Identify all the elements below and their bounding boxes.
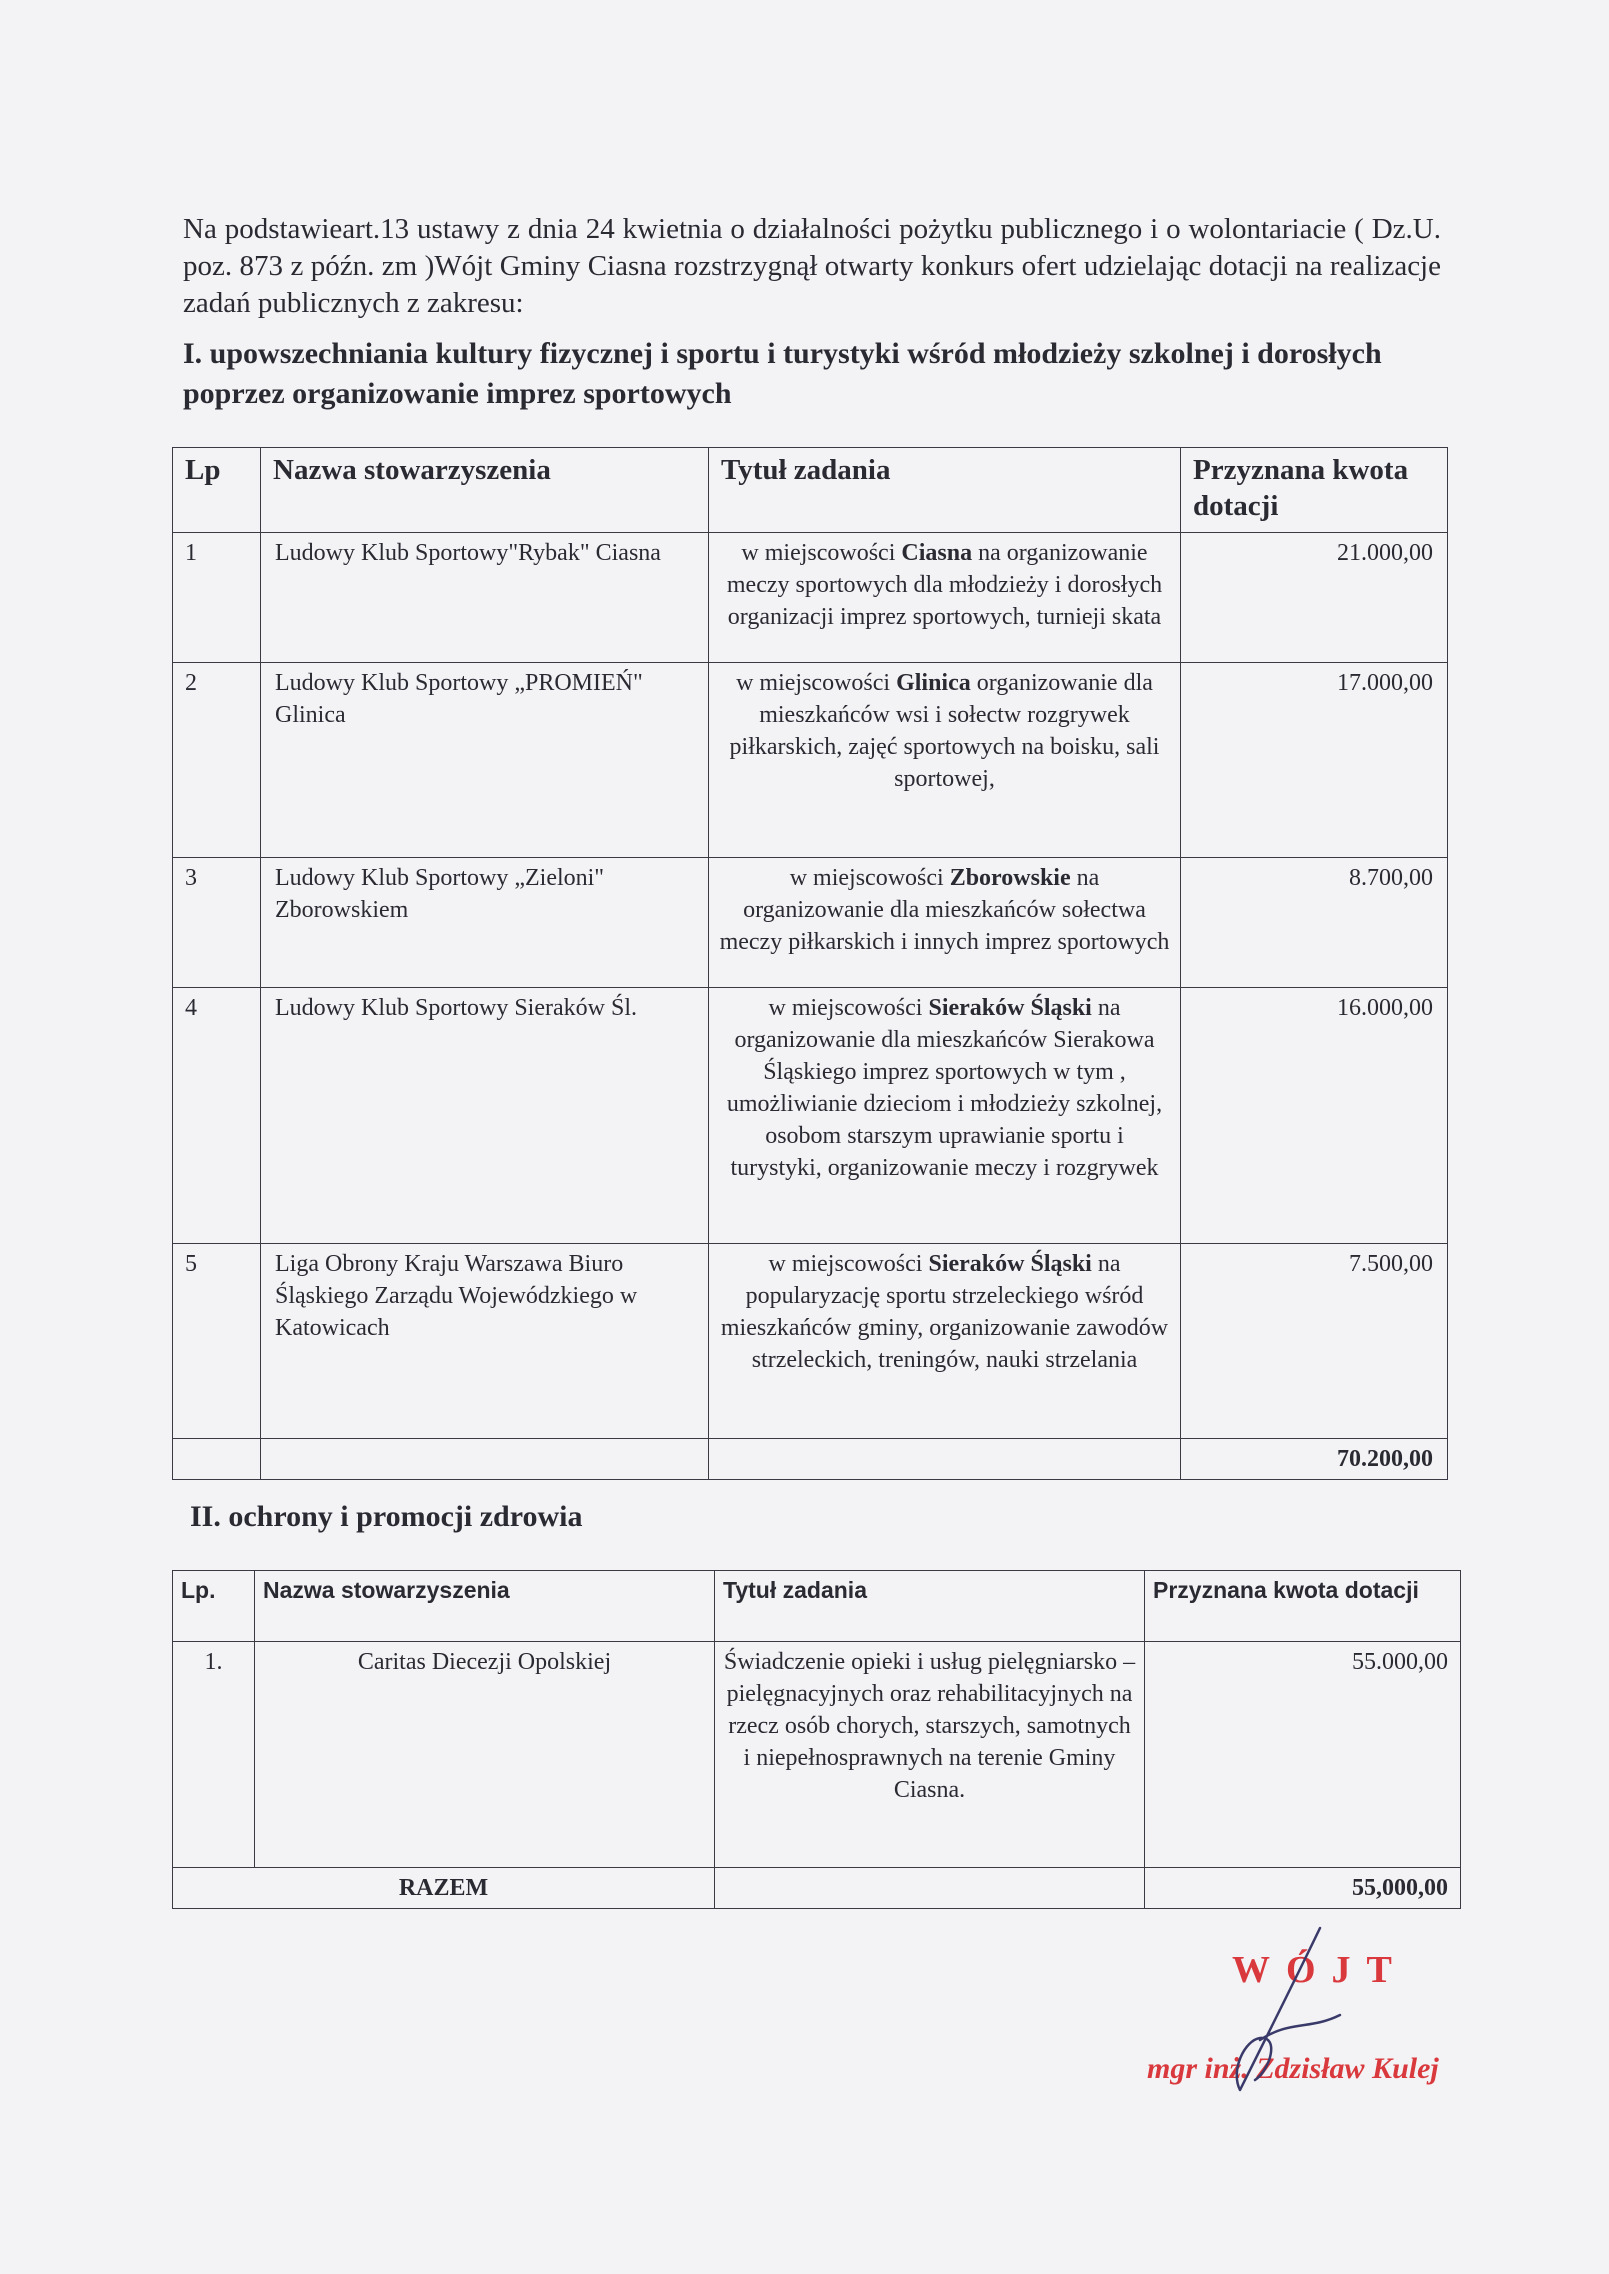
header-title: Tytuł zadania [715, 1571, 1145, 1642]
table-total-row [173, 1868, 1461, 1909]
section-2-heading: II. ochrony i promocji zdrowia [190, 1500, 583, 1533]
stamp-name: mgr inż. Zdzisław Kulej [1147, 2052, 1439, 2085]
row-name: Ludowy Klub Sportowy „Zieloni" Zborowskiem [261, 858, 709, 988]
section-2-table [172, 1570, 1461, 1909]
header-name: Nazwa stowarzyszenia [261, 448, 709, 533]
row-title: Świadczenie opieki i usług pielęgniarsko – pielęgnacyjnych oraz rehabilitacyjnych na rzecz osób chorych, starszych, samotnych i niepełnosprawnych na terenie Gminy Ciasna. [715, 1642, 1145, 1868]
stamp-title: WÓJT [1232, 1949, 1408, 1991]
row-lp: 4 [173, 988, 261, 1244]
row-amount: 8.700,00 [1181, 858, 1448, 988]
row-name: Liga Obrony Kraju Warszawa Biuro Śląskiego Zarządu Wojewódzkiego w Katowicach [261, 1244, 709, 1439]
table-header-row [173, 448, 1448, 533]
header-lp: Lp [173, 448, 261, 533]
total-amount: 55,000,00 [1145, 1868, 1461, 1909]
row-name: Ludowy Klub Sportowy Sieraków Śl. [261, 988, 709, 1244]
row-title: w miejscowości Zborowskie na organizowanie dla mieszkańców sołectwa meczy piłkarskich i innych imprez sportowych [709, 858, 1181, 988]
row-amount: 55.000,00 [1145, 1642, 1461, 1868]
row-lp: 3 [173, 858, 261, 988]
row-lp: 5 [173, 1244, 261, 1439]
row-name: Ludowy Klub Sportowy „PROMIEŃ" Glinica [261, 663, 709, 858]
header-amount: Przyznana kwota dotacji [1181, 448, 1448, 533]
section-1-heading: I. upowszechniania kultury fizycznej i sportu i turystyki wśród młodzieży szkolnej i dorosłych poprzez organizowanie imprez sportowych [183, 337, 1382, 410]
row-amount: 17.000,00 [1181, 663, 1448, 858]
signature-icon [1200, 1920, 1360, 2100]
table-header-row [173, 1571, 1461, 1642]
table-row [173, 988, 1448, 1244]
table-row [173, 1642, 1461, 1868]
row-amount: 16.000,00 [1181, 988, 1448, 1244]
header-amount: Przyznana kwota dotacji [1145, 1571, 1461, 1642]
row-name: Caritas Diecezji Opolskiej [255, 1642, 715, 1868]
row-title: w miejscowości Sieraków Śląski na organizowanie dla mieszkańców Sierakowa Śląskiego imprez sportowych w tym , umożliwianie dzieciom i młodzieży szkolnej, osobom starszym uprawianie sportu i turystyki, organizowanie meczy i rozgrywek [709, 988, 1181, 1244]
header-name: Nazwa stowarzyszenia [255, 1571, 715, 1642]
row-title: w miejscowości Glinica organizowanie dla mieszkańców wsi i sołectw rozgrywek piłkarskich, zajęć sportowych na boisku, sali sportowej, [709, 663, 1181, 858]
table-row [173, 663, 1448, 858]
section-1-table [172, 447, 1448, 1480]
intro-paragraph: Na podstawieart.13 ustawy z dnia 24 kwietnia o działalności pożytku publicznego i o wolontariacie ( Dz.U. poz. 873 z późn. zm )Wójt Gminy Ciasna rozstrzygnął otwarty konkurs ofert udzielając dotacji na realizacje zadań publicznych z zakresu: [183, 213, 1441, 319]
header-lp: Lp. [173, 1571, 255, 1642]
table-row [173, 1244, 1448, 1439]
row-amount: 21.000,00 [1181, 533, 1448, 663]
row-name: Ludowy Klub Sportowy"Rybak" Ciasna [261, 533, 709, 663]
row-lp: 1. [173, 1642, 255, 1868]
row-title: w miejscowości Ciasna na organizowanie meczy sportowych dla młodzieży i dorosłych organizacji imprez sportowych, turnieji skata [709, 533, 1181, 663]
table-row [173, 533, 1448, 663]
row-lp: 2 [173, 663, 261, 858]
header-title: Tytuł zadania [709, 448, 1181, 533]
row-lp: 1 [173, 533, 261, 663]
row-title: w miejscowości Sieraków Śląski na popularyzację sportu strzeleckiego wśród mieszkańców gminy, organizowanie zawodów strzeleckich, treningów, nauki strzelania [709, 1244, 1181, 1439]
table-total-row [173, 1439, 1448, 1480]
row-amount: 7.500,00 [1181, 1244, 1448, 1439]
total-amount: 70.200,00 [1181, 1439, 1448, 1480]
table-row [173, 858, 1448, 988]
total-label: RAZEM [173, 1868, 715, 1909]
